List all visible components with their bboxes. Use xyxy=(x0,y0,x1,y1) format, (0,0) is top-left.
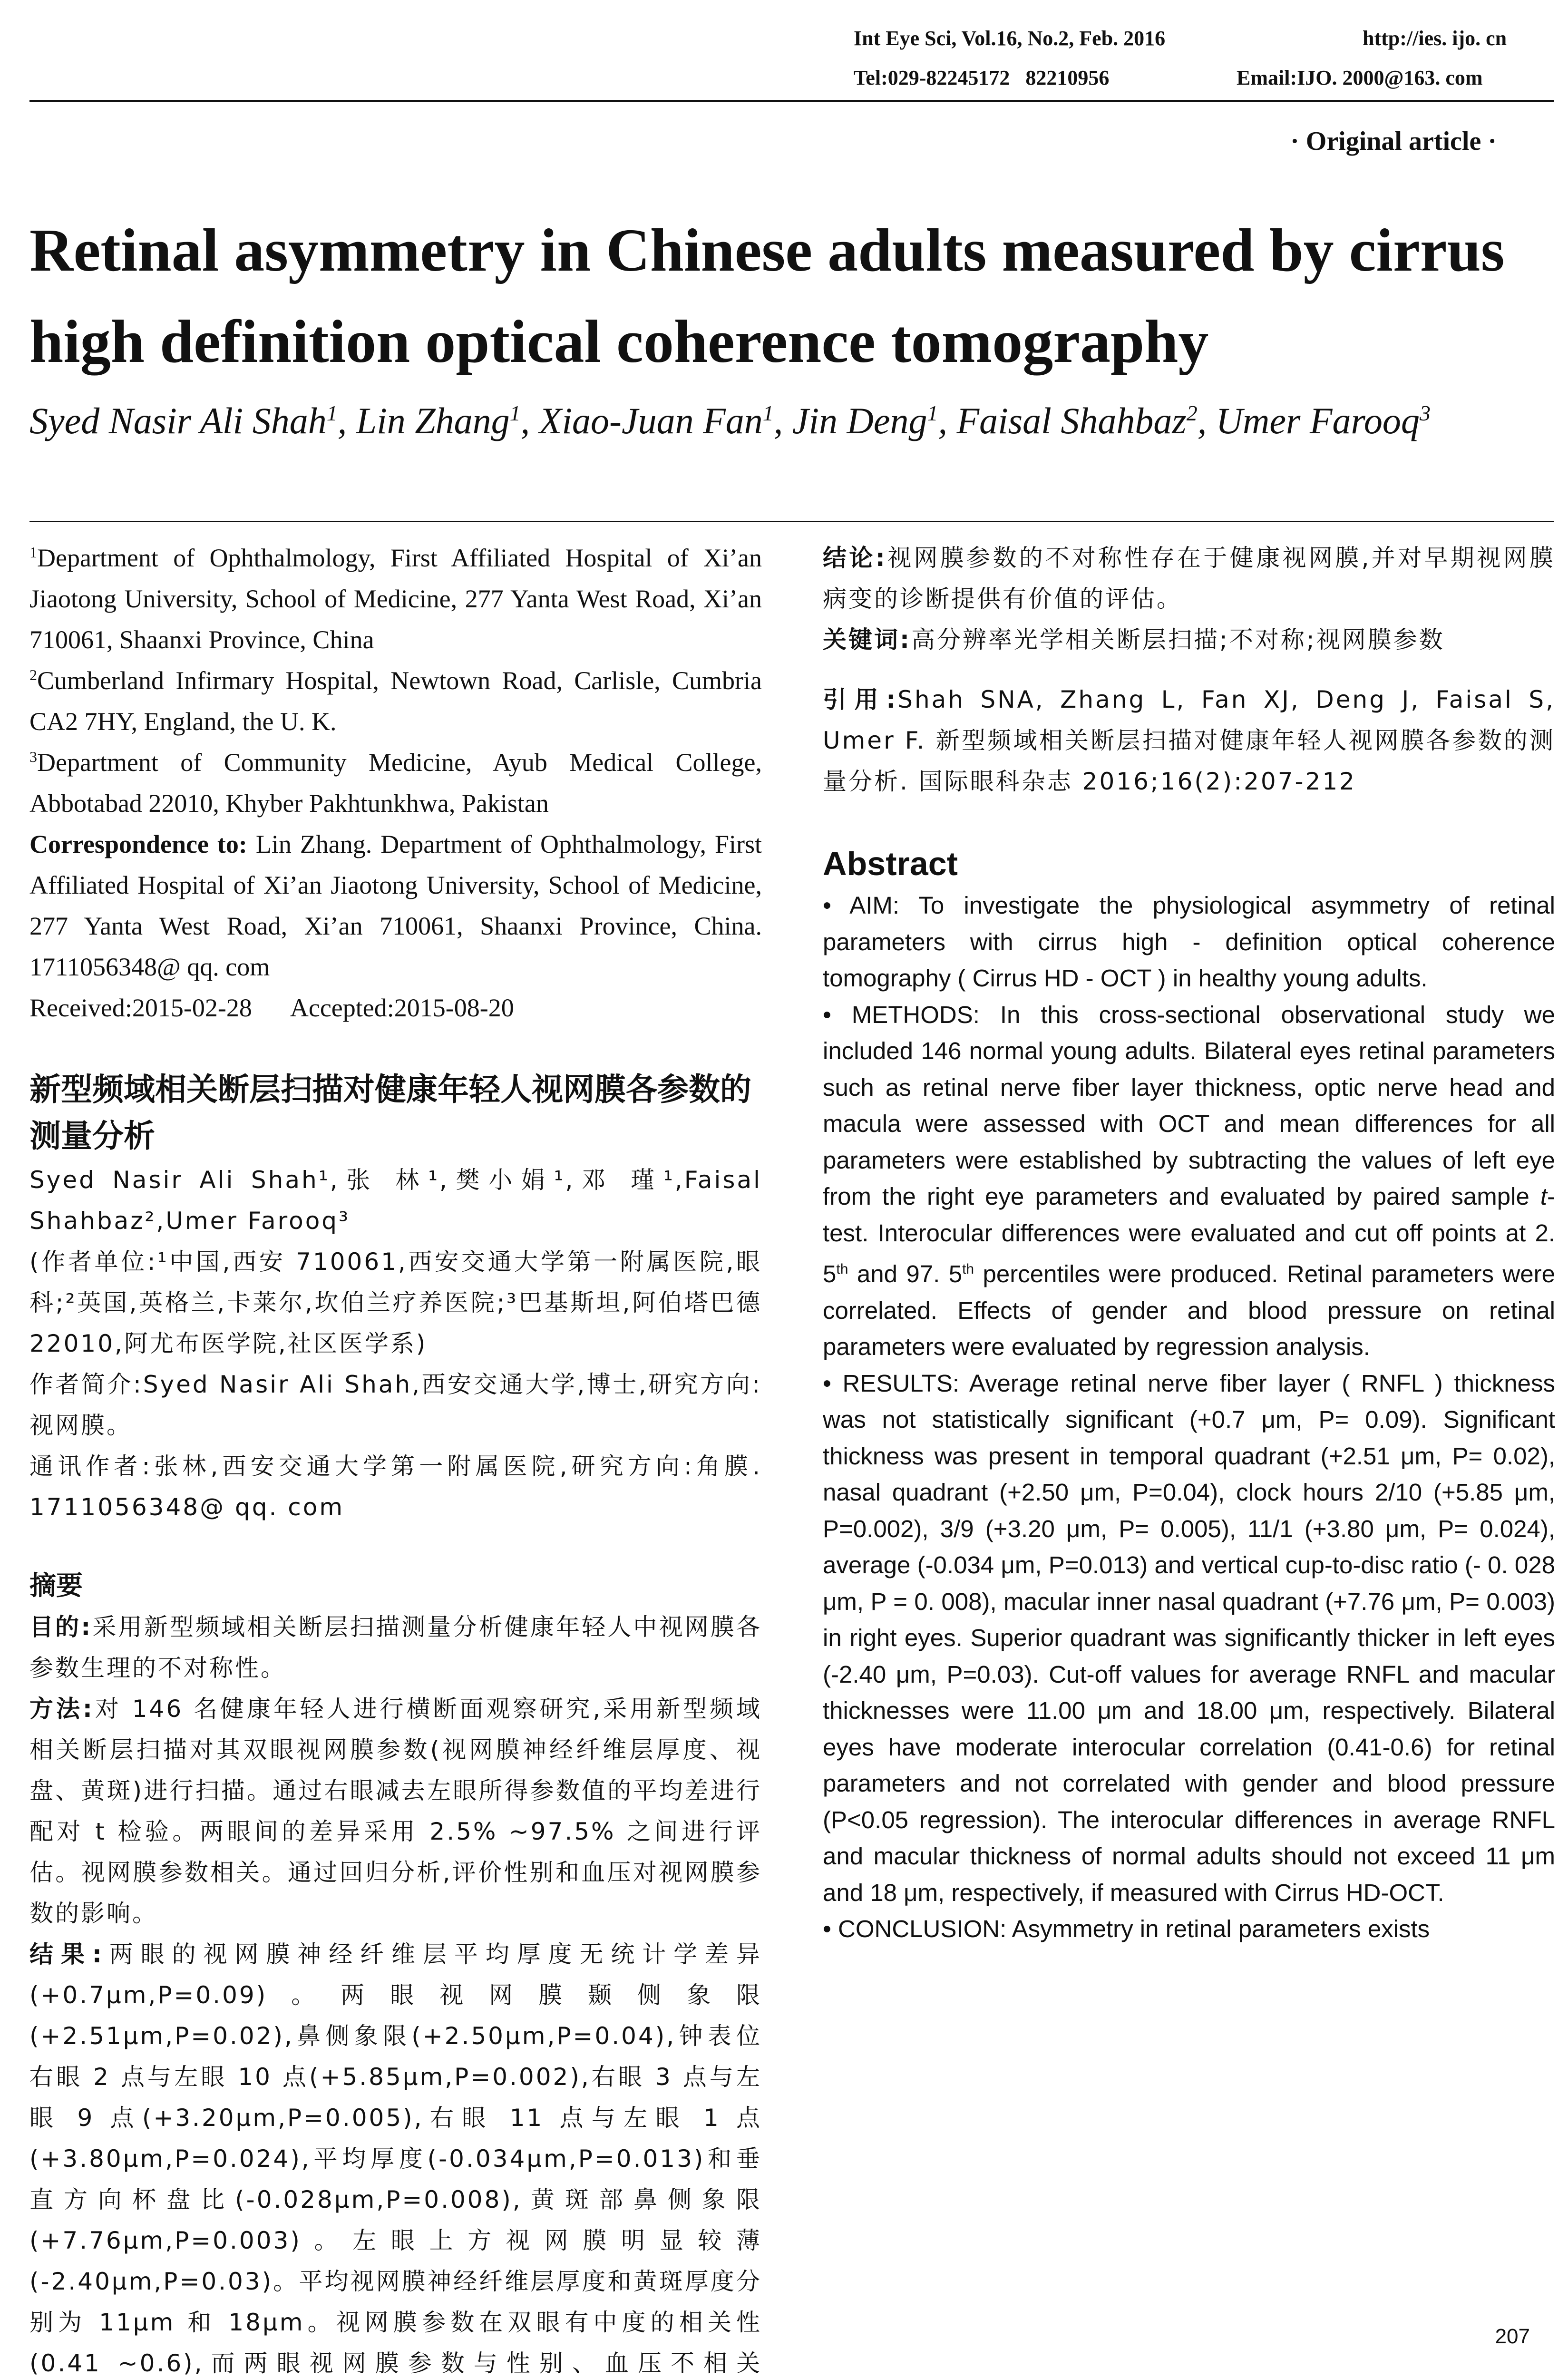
abstract-methods-text-a: In this cross-sectional observational study we included 146 normal young adults. Bilateral eyes retinal parameters such as retinal nerve fiber layer thickness, optic nerve head and macula were assessed with OCT and mean differences for all parameters were established by subtracting the values of left eye from the right eye parameters and evaluated by paired sample xyxy=(823,1001,1555,1210)
abstract-heading: Abstract xyxy=(823,845,958,882)
journal-info: Int Eye Sci, Vol.16, No.2, Feb. 2016 xyxy=(854,27,1166,50)
correspondence-text: Lin Zhang. Department of Ophthalmology, First Affiliated Hospital of Xi’an Jiaotong University, School of Medicine, 277 Yanta West Road, Xi’an 710061, Shaanxi Province, China. 1711056348@ qq. com xyxy=(29,830,762,981)
abstract-methods-label: • METHODS: xyxy=(823,1001,980,1028)
article-type: · Original article · xyxy=(1290,127,1497,156)
cn-keywords-label: 关键词: xyxy=(823,626,911,653)
cn-objective xyxy=(29,1607,762,1688)
cn-methods xyxy=(29,1688,762,1934)
author-separator: , xyxy=(938,400,957,441)
author-separator: , xyxy=(520,400,539,441)
affiliation xyxy=(29,660,762,742)
affiliation-number: 2 xyxy=(29,666,37,683)
received-date: Received:2015-02-28 xyxy=(29,994,252,1022)
author-name: Xiao-Juan Fan xyxy=(539,400,763,441)
authors-rule xyxy=(29,521,1554,522)
author-list xyxy=(29,385,1551,449)
cn-conclusion-text: 视网膜参数的不对称性存在于健康视网膜,并对早期视网膜病变的诊断提供有价值的评估。 xyxy=(823,544,1555,613)
abstract-methods-text-b: -test. Interocular differences were evaluated and cut off points at 2. 5 xyxy=(823,1183,1555,1287)
journal-tel: Tel:029-82245172 82210956 xyxy=(854,66,1110,89)
cn-citation-text: Shah SNA, Zhang L, Fan XJ, Deng J, Faisal S, Umer F. 新型频域相关断层扫描对健康年轻人视网膜各参数的测量分析. 国际眼科杂志 2016;16(2):207-212 xyxy=(823,686,1556,795)
abstract-aim xyxy=(823,887,1555,997)
author-name: Umer Farooq xyxy=(1216,400,1420,441)
cn-keywords-text: 高分辨率光学相关断层扫描;不对称;视网膜参数 xyxy=(911,626,1445,653)
left-column xyxy=(29,537,762,2378)
cn-abstract-heading: 摘要 xyxy=(29,1570,83,1601)
cn-affiliation: (作者单位:¹中国,西安 710061,西安交通大学第一附属医院,眼科;²英国,英格兰,卡莱尔,坎伯兰疗养医院;³巴基斯坦,阿伯塔巴德 22010,阿尤布医学院,社区医学系) xyxy=(29,1248,762,1357)
affiliation-text: Cumberland Infirmary Hospital, Newtown Road, Carlisle, Cumbria CA2 7HY, England, the U. K. xyxy=(29,666,762,736)
abstract-methods-text-c: and 97. 5 xyxy=(848,1260,963,1287)
journal-website: http://ies. ijo. cn xyxy=(1363,27,1507,50)
paper-title: Retinal asymmetry in Chinese adults measured by cirrus high definition optical coherence tomography xyxy=(29,216,1505,375)
affiliation-number: 3 xyxy=(29,748,37,765)
accepted-date: Accepted:2015-08-20 xyxy=(290,994,514,1022)
cn-author-bio: 作者简介:Syed Nasir Ali Shah,西安交通大学,博士,研究方向:视网膜。 xyxy=(29,1371,762,1439)
author-separator: , xyxy=(773,400,792,441)
cn-title: 新型频域相关断层扫描对健康年轻人视网膜各参数的测量分析 xyxy=(29,1071,751,1154)
author-name: Lin Zhang xyxy=(356,400,510,441)
author-affiliation-mark: 1 xyxy=(762,401,774,425)
cn-citation-label: 引用: xyxy=(823,686,898,713)
abstract-methods-text-d: percentiles were produced. Retinal parameters were correlated. Effects of gender and blood pressure on retinal parameters were evaluated by regression analysis. xyxy=(823,1260,1555,1360)
correspondence-label: Correspondence to: xyxy=(29,830,247,858)
header-rule xyxy=(29,100,1554,102)
cn-authors: Syed Nasir Ali Shah¹,张 林¹,樊小娟¹,邓 瑾¹,Faisal Shahbaz²,Umer Farooq³ xyxy=(29,1166,762,1235)
abstract-results xyxy=(823,1365,1555,1911)
affiliation-list xyxy=(29,537,762,824)
abstract-conclusion xyxy=(823,1911,1555,1948)
affiliation-text: Department of Community Medicine, Ayub Medical College, Abbotabad 22010, Khyber Pakhtunkhwa, Pakistan xyxy=(29,748,762,818)
cn-conclusion-label: 结论: xyxy=(823,544,887,572)
abstract-conclusion-text: Asymmetry in retinal parameters exists xyxy=(1006,1915,1430,1942)
author-affiliation-mark: 1 xyxy=(326,401,338,425)
author-name: Syed Nasir Ali Shah xyxy=(29,400,327,441)
abstract-aim-text: To investigate the physiological asymmetry of retinal parameters with cirrus high - definition optical coherence tomography ( Cirrus HD - OCT ) in healthy young adults. xyxy=(823,892,1555,992)
correspondence xyxy=(29,824,762,987)
abstract-methods xyxy=(823,997,1555,1365)
cn-corresponding: 通讯作者:张林,西安交通大学第一附属医院,研究方向:角膜. 1711056348@ qq. com xyxy=(29,1452,762,1521)
cn-objective-label: 目的: xyxy=(29,1613,93,1641)
cn-methods-label: 方法: xyxy=(29,1695,94,1723)
page-number: 207 xyxy=(1495,2325,1530,2348)
author-affiliation-mark: 2 xyxy=(1186,401,1198,425)
right-column xyxy=(823,537,1555,1948)
affiliation-number: 1 xyxy=(29,544,37,561)
author-affiliation-mark: 3 xyxy=(1419,401,1431,425)
affiliation xyxy=(29,742,762,824)
cn-results-label: 结果: xyxy=(29,1940,104,1968)
percentile-sup-1: th xyxy=(836,1261,848,1277)
author-separator: , xyxy=(337,400,356,441)
abstract-aim-label: • AIM: xyxy=(823,892,900,919)
affiliation-text: Department of Ophthalmology, First Affiliated Hospital of Xi’an Jiaotong University, School of Medicine, 277 Yanta West Road, Xi’an 710061, Shaanxi Province, China xyxy=(29,544,762,654)
dates xyxy=(29,987,762,1028)
abstract-methods-t: t xyxy=(1540,1183,1548,1210)
author-affiliation-mark: 1 xyxy=(509,401,521,425)
author-name: Jin Deng xyxy=(792,400,927,441)
cn-keywords xyxy=(823,619,1555,660)
author-affiliation-mark: 1 xyxy=(927,401,938,425)
percentile-sup-2: th xyxy=(962,1261,974,1277)
cn-results-text: 两眼的视网膜神经纤维层平均厚度无统计学差异(+0.7μm,P=0.09)。两眼视网膜颞侧象限(+2.51μm,P=0.02),鼻侧象限(+2.50μm,P=0.04),钟表位右眼 2 点与左眼 10 点(+5.85μm,P=0.002),右眼 3 点与左眼 9 点(+3.20μm,P=0.005),右眼 11 点与左眼 1 点(+3.80μm,P=0.024),平均厚度(-0.034μm,P=0.013)和垂直方向杯盘比(-0.028μm,P=0.008),黄斑部鼻侧象限(+7.76μm,P=0.003)。左眼上方视网膜明显较薄(-2.40μm,P=0.03)。平均视网膜神经纤维层厚度和黄斑厚度分别为 11μm 和 18μm。视网膜参数在双眼有中度的相关性(0.41 ~0.6),而两眼视网膜参数与性别、血压不相关 xyxy=(29,1940,762,2377)
abstract-conclusion-label: • CONCLUSION: xyxy=(823,1915,1007,1942)
cn-objective-text: 采用新型频域相关断层扫描测量分析健康年轻人中视网膜各参数生理的不对称性。 xyxy=(29,1613,762,1682)
author-separator: , xyxy=(1197,400,1216,441)
author-name: Faisal Shahbaz xyxy=(956,400,1187,441)
journal-email: Email:IJO. 2000@163. com xyxy=(1237,66,1483,89)
abstract-results-text: Average retinal nerve fiber layer ( RNFL ) thickness was not statistically significant (+0.7 μm, P= 0.09). Significant thickness was present in temporal quadrant (+2.51 μm, P= 0.02), nasal quadrant (+2.50 μm, P=0.04), clock hours 2/10 (+5.85 μm, P=0.002), 3/9 (+3.20 μm, P= 0.005), 11/1 (+3.80 μm, P= 0.024), average (-0.034 μm, P=0.013) and vertical cup-to-disc ratio (- 0. 028 μm, P = 0. 008), macular inner nasal quadrant (+7.76 μm, P= 0.003) in right eyes. Superior quadrant was significantly thicker in left eyes (-2.40 μm, P=0.03). Cut-off values for average RNFL and macular thicknesses were 11.00 μm and 18.00 μm, respectively. Bilateral eyes have moderate interocular correlation (0.41-0.6) for retinal parameters and not correlated with gender and blood pressure (P<0.05 regression). The interocular differences in average RNFL and macular thickness of normal adults should not exceed 11 μm and 18 μm, respectively, if measured with Cirrus HD-OCT. xyxy=(823,1369,1555,1906)
cn-citation xyxy=(823,679,1555,802)
cn-conclusion xyxy=(823,537,1555,619)
abstract-results-label: • RESULTS: xyxy=(823,1369,960,1397)
cn-results xyxy=(29,1934,762,2378)
cn-methods-text: 对 146 名健康年轻人进行横断面观察研究,采用新型频域相关断层扫描对其双眼视网膜参数(视网膜神经纤维层厚度、视盘、黄斑)进行扫描。通过右眼减去左眼所得参数值的平均差进行配对 t 检验。两眼间的差异采用 2.5% ~97.5% 之间进行评估。视网膜参数相关。通过回归分析,评价性别和血压对视网膜参数的影响。 xyxy=(29,1695,762,1927)
affiliation xyxy=(29,537,762,660)
